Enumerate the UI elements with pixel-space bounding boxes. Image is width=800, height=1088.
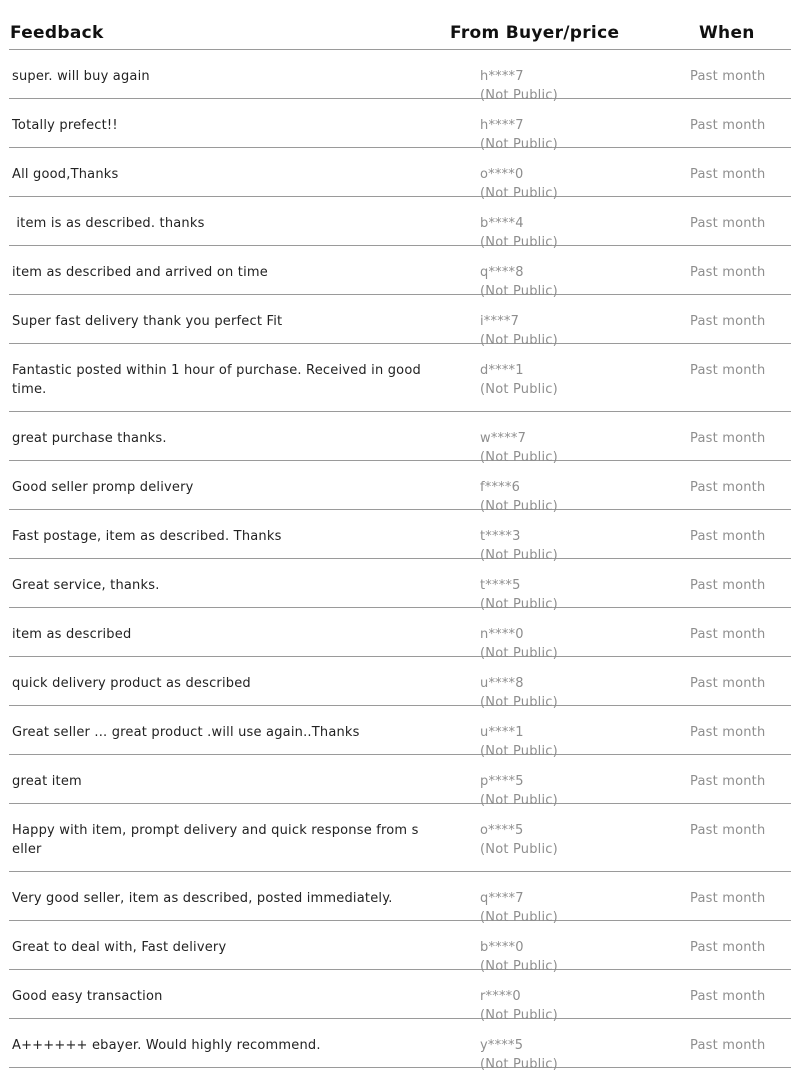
feedback-comment: Great seller ... great product .will use again..Thanks (12, 725, 360, 740)
feedback-when: Past month (690, 1038, 766, 1053)
feedback-when: Past month (690, 314, 766, 329)
table-row (9, 412, 791, 465)
buyer-visibility: (Not Public) (480, 793, 558, 808)
buyer-visibility: (Not Public) (480, 842, 558, 857)
table-row (9, 510, 791, 563)
buyer-visibility: (Not Public) (480, 1057, 558, 1072)
buyer-visibility: (Not Public) (480, 910, 558, 925)
buyer-visibility: (Not Public) (480, 186, 558, 201)
feedback-comment: item is as described. thanks (12, 216, 205, 231)
feedback-when: Past month (690, 627, 766, 642)
table-row (9, 559, 791, 612)
buyer-name: h****7 (480, 69, 524, 84)
feedback-when: Past month (690, 69, 766, 84)
table-row (9, 148, 791, 201)
buyer-name: n****0 (480, 627, 524, 642)
feedback-when: Past month (690, 989, 766, 1004)
feedback-comment: Good easy transaction (12, 989, 163, 1004)
table-row (9, 50, 791, 103)
feedback-when: Past month (690, 431, 766, 446)
buyer-name: q****8 (480, 265, 524, 280)
table-row (9, 197, 791, 250)
buyer-name: b****4 (480, 216, 524, 231)
buyer-name: o****0 (480, 167, 524, 182)
buyer-visibility: (Not Public) (480, 450, 558, 465)
feedback-when: Past month (690, 529, 766, 544)
feedback-when: Past month (690, 363, 766, 378)
buyer-visibility: (Not Public) (480, 548, 558, 563)
buyer-visibility: (Not Public) (480, 646, 558, 661)
buyer-name: q****7 (480, 891, 524, 906)
buyer-visibility: (Not Public) (480, 235, 558, 250)
buyer-visibility: (Not Public) (480, 382, 558, 397)
buyer-visibility: (Not Public) (480, 1008, 558, 1023)
feedback-when: Past month (690, 480, 766, 495)
table-header (9, 0, 791, 50)
buyer-name: o****5 (480, 823, 524, 838)
feedback-comment: Super fast delivery thank you perfect Fit (12, 314, 283, 329)
table-row (9, 246, 791, 299)
feedback-comment: Totally prefect!! (12, 118, 118, 133)
feedback-comment: Great service, thanks. (12, 578, 160, 593)
feedback-comment: great item (12, 774, 82, 789)
feedback-when: Past month (690, 940, 766, 955)
table-row (9, 461, 791, 514)
feedback-when: Past month (690, 578, 766, 593)
feedback-when: Past month (690, 823, 766, 838)
table-row (9, 608, 791, 661)
table-row (9, 99, 791, 152)
feedback-comment: Great to deal with, Fast delivery (12, 940, 227, 955)
header-when: When (699, 23, 755, 43)
header-buyer-price: From Buyer/price (450, 23, 620, 43)
feedback-when: Past month (690, 118, 766, 133)
buyer-visibility: (Not Public) (480, 88, 558, 103)
feedback-when: Past month (690, 676, 766, 691)
buyer-visibility: (Not Public) (480, 284, 558, 299)
table-row (9, 1019, 791, 1072)
feedback-comment: Fantastic posted within 1 hour of purchase. Received in good time. (12, 363, 426, 397)
header-feedback: Feedback (10, 23, 104, 43)
table-row (9, 921, 791, 974)
table-row (9, 657, 791, 710)
table-row (9, 872, 791, 925)
buyer-cell (480, 361, 558, 399)
feedback-comment: super. will buy again (12, 69, 150, 84)
feedback-when: Past month (690, 167, 766, 182)
feedback-comment: Fast postage, item as described. Thanks (12, 529, 282, 544)
buyer-name: w****7 (480, 431, 527, 446)
table-row (9, 706, 791, 759)
feedback-comment: Good seller promp delivery (12, 480, 194, 495)
buyer-name: b****0 (480, 940, 524, 955)
feedback-comment: All good,Thanks (12, 167, 119, 182)
buyer-visibility: (Not Public) (480, 597, 558, 612)
feedback-comment: Very good seller, item as described, posted immediately. (12, 891, 393, 906)
table-row (9, 804, 791, 872)
feedback-comment: A++++++ ebayer. Would highly recommend. (12, 1038, 321, 1053)
table-row (9, 344, 791, 412)
feedback-comment: item as described and arrived on time (12, 265, 268, 280)
buyer-visibility: (Not Public) (480, 137, 558, 152)
buyer-name: r****0 (480, 989, 521, 1004)
feedback-comment: Happy with item, prompt delivery and quick response from seller (12, 823, 419, 857)
feedback-when: Past month (690, 891, 766, 906)
buyer-name: p****5 (480, 774, 524, 789)
buyer-cell (480, 1036, 558, 1074)
buyer-visibility: (Not Public) (480, 695, 558, 710)
buyer-name: f****6 (480, 480, 521, 495)
feedback-comment: item as described (12, 627, 132, 642)
buyer-visibility: (Not Public) (480, 333, 558, 348)
table-row (9, 970, 791, 1023)
buyer-name: u****8 (480, 676, 524, 691)
buyer-name: y****5 (480, 1038, 524, 1053)
feedback-when: Past month (690, 216, 766, 231)
buyer-name: u****1 (480, 725, 524, 740)
buyer-name: i****7 (480, 314, 520, 329)
feedback-comment: quick delivery product as described (12, 676, 251, 691)
buyer-name: h****7 (480, 118, 524, 133)
feedback-when: Past month (690, 265, 766, 280)
buyer-cell (480, 821, 558, 859)
buyer-visibility: (Not Public) (480, 959, 558, 974)
buyer-visibility: (Not Public) (480, 499, 558, 514)
feedback-when: Past month (690, 774, 766, 789)
buyer-visibility: (Not Public) (480, 744, 558, 759)
feedback-when: Past month (690, 725, 766, 740)
feedback-comment: great purchase thanks. (12, 431, 167, 446)
table-row (9, 755, 791, 808)
buyer-name: d****1 (480, 363, 524, 378)
buyer-name: t****5 (480, 578, 521, 593)
table-row (9, 295, 791, 348)
feedback-table (9, 0, 791, 1072)
buyer-name: t****3 (480, 529, 521, 544)
